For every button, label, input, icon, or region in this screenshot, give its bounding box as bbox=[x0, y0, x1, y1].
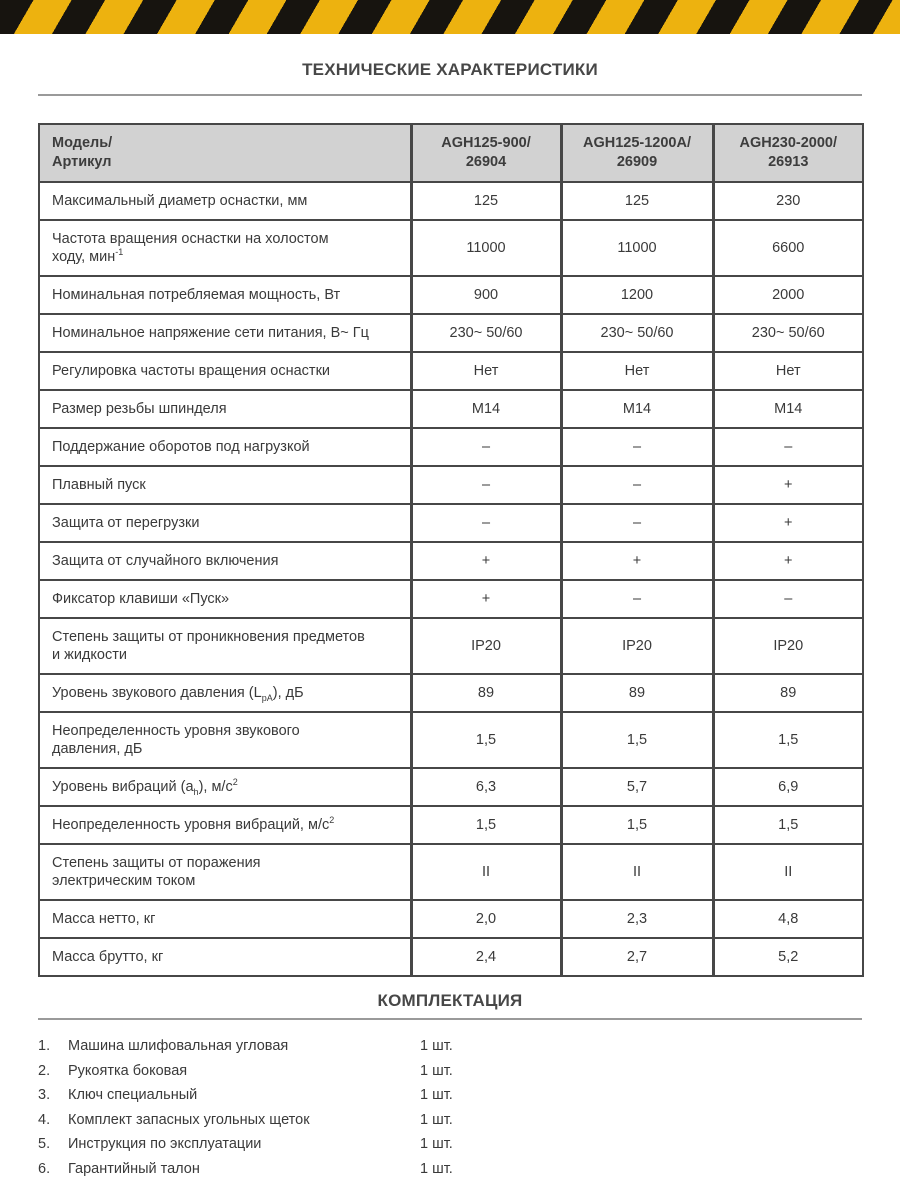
spec-value: – bbox=[411, 428, 561, 466]
spec-value: 5,7 bbox=[561, 768, 713, 806]
page-title: ТЕХНИЧЕСКИЕ ХАРАКТЕРИСТИКИ bbox=[302, 60, 598, 79]
spec-row bbox=[39, 390, 863, 428]
spec-label: Размер резьбы шпинделя bbox=[39, 390, 411, 428]
spec-value: 1,5 bbox=[561, 806, 713, 844]
spec-value: 2,7 bbox=[561, 938, 713, 976]
hazard-stripe-banner bbox=[0, 0, 900, 34]
spec-label: Номинальное напряжение сети питания, В~ Гц bbox=[39, 314, 411, 352]
spec-row bbox=[39, 352, 863, 390]
spec-value: 1,5 bbox=[713, 806, 863, 844]
column-header-model-name: AGH125-900/ bbox=[441, 135, 531, 151]
kit-item-name: Гарантийный талон bbox=[68, 1160, 200, 1177]
specs-table bbox=[38, 123, 864, 977]
spec-row bbox=[39, 712, 863, 768]
spec-row bbox=[39, 618, 863, 674]
spec-row bbox=[39, 768, 863, 806]
spec-value: 2000 bbox=[713, 276, 863, 314]
kit-item-quantity: 1 шт. bbox=[420, 1087, 453, 1103]
kit-item-name: Комплект запасных угольных щеток bbox=[68, 1111, 310, 1128]
model-header-line1: Модель/ bbox=[52, 135, 113, 151]
spec-row bbox=[39, 314, 863, 352]
spec-row bbox=[39, 938, 863, 976]
spec-row bbox=[39, 580, 863, 618]
spec-value: II bbox=[411, 844, 561, 900]
kit-item-quantity: 1 шт. bbox=[420, 1062, 453, 1079]
column-header-article: 26913 bbox=[768, 154, 809, 170]
kit-item-name: Ключ специальный bbox=[68, 1087, 198, 1103]
kit-item-name: Машина шлифовальная угловая bbox=[68, 1038, 289, 1054]
spec-label: Степень защиты от поражения электрическим током bbox=[39, 844, 411, 900]
spec-value: 6,9 bbox=[713, 768, 863, 806]
spec-value: 89 bbox=[561, 674, 713, 712]
spec-label: Регулировка частоты вращения оснастки bbox=[39, 352, 411, 390]
spec-label: Неопределенность уровня звукового давления, дБ bbox=[39, 712, 411, 768]
spec-value: M14 bbox=[713, 390, 863, 428]
spec-value: 2,3 bbox=[561, 900, 713, 938]
spec-value: + bbox=[411, 542, 561, 580]
kit-item bbox=[38, 1157, 862, 1182]
spec-label: Уровень вибраций $(a_h)$, $м/с^2$ bbox=[39, 768, 411, 806]
spec-value: M14 bbox=[561, 390, 713, 428]
spec-row bbox=[39, 428, 863, 466]
spec-label: Максимальный диаметр оснастки, мм bbox=[39, 182, 411, 220]
column-header-agh230-2000 bbox=[713, 124, 863, 182]
spec-label: Масса брутто, кг bbox=[39, 938, 411, 976]
spec-row bbox=[39, 674, 863, 712]
column-header-article: 26904 bbox=[465, 154, 507, 170]
spec-value: IP20 bbox=[713, 618, 863, 674]
spec-value: + bbox=[713, 542, 863, 580]
title-divider bbox=[38, 94, 862, 96]
column-header-model-name: AGH125-1200A/ bbox=[583, 135, 691, 151]
spec-value: 2,0 bbox=[411, 900, 561, 938]
kit-item-quantity: 1 шт. bbox=[420, 1136, 453, 1152]
kit-item bbox=[38, 1034, 862, 1059]
spec-value: 1,5 bbox=[411, 806, 561, 844]
spec-value: – bbox=[561, 428, 713, 466]
spec-value: 89 bbox=[411, 674, 561, 712]
spec-value: 11000 bbox=[561, 220, 713, 276]
spec-value: Нет bbox=[713, 352, 863, 390]
spec-row bbox=[39, 900, 863, 938]
spec-value: 11000 bbox=[411, 220, 561, 276]
column-header-agh125-900 bbox=[411, 124, 561, 182]
spec-value: – bbox=[411, 466, 561, 504]
spec-value: 2,4 bbox=[411, 938, 561, 976]
kit-item-quantity: 1 шт. bbox=[420, 1111, 453, 1128]
kit-item bbox=[38, 1083, 862, 1108]
kit-item bbox=[38, 1132, 862, 1157]
spec-value: 1200 bbox=[561, 276, 713, 314]
spec-row bbox=[39, 466, 863, 504]
spec-value: 1,5 bbox=[411, 712, 561, 768]
spec-value: 230~ 50/60 bbox=[561, 314, 713, 352]
spec-value: – bbox=[561, 466, 713, 504]
kit-item-number: 3. bbox=[38, 1087, 51, 1103]
specs-table-header-row bbox=[39, 124, 863, 182]
spec-value: – bbox=[561, 504, 713, 542]
spec-value: 230~ 50/60 bbox=[411, 314, 561, 352]
spec-value: – bbox=[561, 580, 713, 618]
spec-value: 230~ 50/60 bbox=[713, 314, 863, 352]
kit-item-name: Рукоятка боковая bbox=[68, 1062, 188, 1079]
spec-value: 1,5 bbox=[561, 712, 713, 768]
model-header-line2: Артикул bbox=[52, 154, 112, 170]
spec-value: 4,8 bbox=[713, 900, 863, 938]
spec-value: 1,5 bbox=[713, 712, 863, 768]
spec-value: M14 bbox=[411, 390, 561, 428]
spec-label: Поддержание оборотов под нагрузкой bbox=[39, 428, 411, 466]
kit-item bbox=[38, 1059, 862, 1084]
kit-item-number: 5. bbox=[38, 1136, 51, 1152]
kit-item-number: 4. bbox=[38, 1111, 51, 1128]
kit-divider bbox=[38, 1018, 862, 1020]
spec-value: + bbox=[411, 580, 561, 618]
column-header-agh125-1200a bbox=[561, 124, 713, 182]
kit-item bbox=[38, 1108, 862, 1133]
spec-label: Уровень звукового давления $(L_{pA})$, дБ bbox=[39, 674, 411, 712]
spec-label: Защита от перегрузки bbox=[39, 504, 411, 542]
spec-value: 5,2 bbox=[713, 938, 863, 976]
kit-item-quantity: 1 шт. bbox=[420, 1038, 453, 1054]
kit-item-number: 2. bbox=[38, 1062, 51, 1079]
kit-item-quantity: 1 шт. bbox=[420, 1160, 453, 1177]
spec-value: + bbox=[561, 542, 713, 580]
spec-row bbox=[39, 504, 863, 542]
spec-label: Защита от случайного включения bbox=[39, 542, 411, 580]
spec-row bbox=[39, 276, 863, 314]
spec-label: Масса нетто, кг bbox=[39, 900, 411, 938]
spec-label: Плавный пуск bbox=[39, 466, 411, 504]
spec-row bbox=[39, 806, 863, 844]
kit-item-number: 6. bbox=[38, 1160, 51, 1177]
spec-value: 900 bbox=[411, 276, 561, 314]
model-article-header bbox=[39, 124, 411, 182]
spec-label: Неопределенность уровня вибраций, $м/с^2$ bbox=[39, 806, 411, 844]
spec-row bbox=[39, 220, 863, 276]
spec-value: – bbox=[411, 504, 561, 542]
spec-label: Частота вращения оснастки на холостом ходу, мин$^{-1}$ bbox=[39, 220, 411, 276]
spec-value: Нет bbox=[561, 352, 713, 390]
spec-row bbox=[39, 542, 863, 580]
spec-row bbox=[39, 182, 863, 220]
spec-value: II bbox=[713, 844, 863, 900]
spec-value: 230 bbox=[713, 182, 863, 220]
kit-item-name: Инструкция по эксплуатации bbox=[68, 1136, 262, 1152]
spec-label: Степень защиты от проникновения предметов и жидкости bbox=[39, 618, 411, 674]
spec-label: Номинальная потребляемая мощность, Вт bbox=[39, 276, 411, 314]
kit-list bbox=[38, 1034, 862, 1181]
spec-value: 125 bbox=[561, 182, 713, 220]
spec-value: + bbox=[713, 466, 863, 504]
spec-value: 125 bbox=[411, 182, 561, 220]
spec-row bbox=[39, 844, 863, 900]
column-header-model-name: AGH230-2000/ bbox=[739, 135, 838, 151]
spec-value: IP20 bbox=[561, 618, 713, 674]
spec-value: II bbox=[561, 844, 713, 900]
spec-value: + bbox=[713, 504, 863, 542]
spec-value: 6600 bbox=[713, 220, 863, 276]
spec-value: 6,3 bbox=[411, 768, 561, 806]
spec-label: Фиксатор клавиши «Пуск» bbox=[39, 580, 411, 618]
spec-value: Нет bbox=[411, 352, 561, 390]
specs-table-body bbox=[39, 182, 863, 976]
spec-value: – bbox=[713, 580, 863, 618]
spec-value: IP20 bbox=[411, 618, 561, 674]
spec-value: 89 bbox=[713, 674, 863, 712]
column-header-article: 26909 bbox=[616, 154, 658, 170]
kit-section-title: КОМПЛЕКТАЦИЯ bbox=[377, 991, 523, 1010]
kit-item-number: 1. bbox=[38, 1038, 51, 1054]
spec-value: – bbox=[713, 428, 863, 466]
